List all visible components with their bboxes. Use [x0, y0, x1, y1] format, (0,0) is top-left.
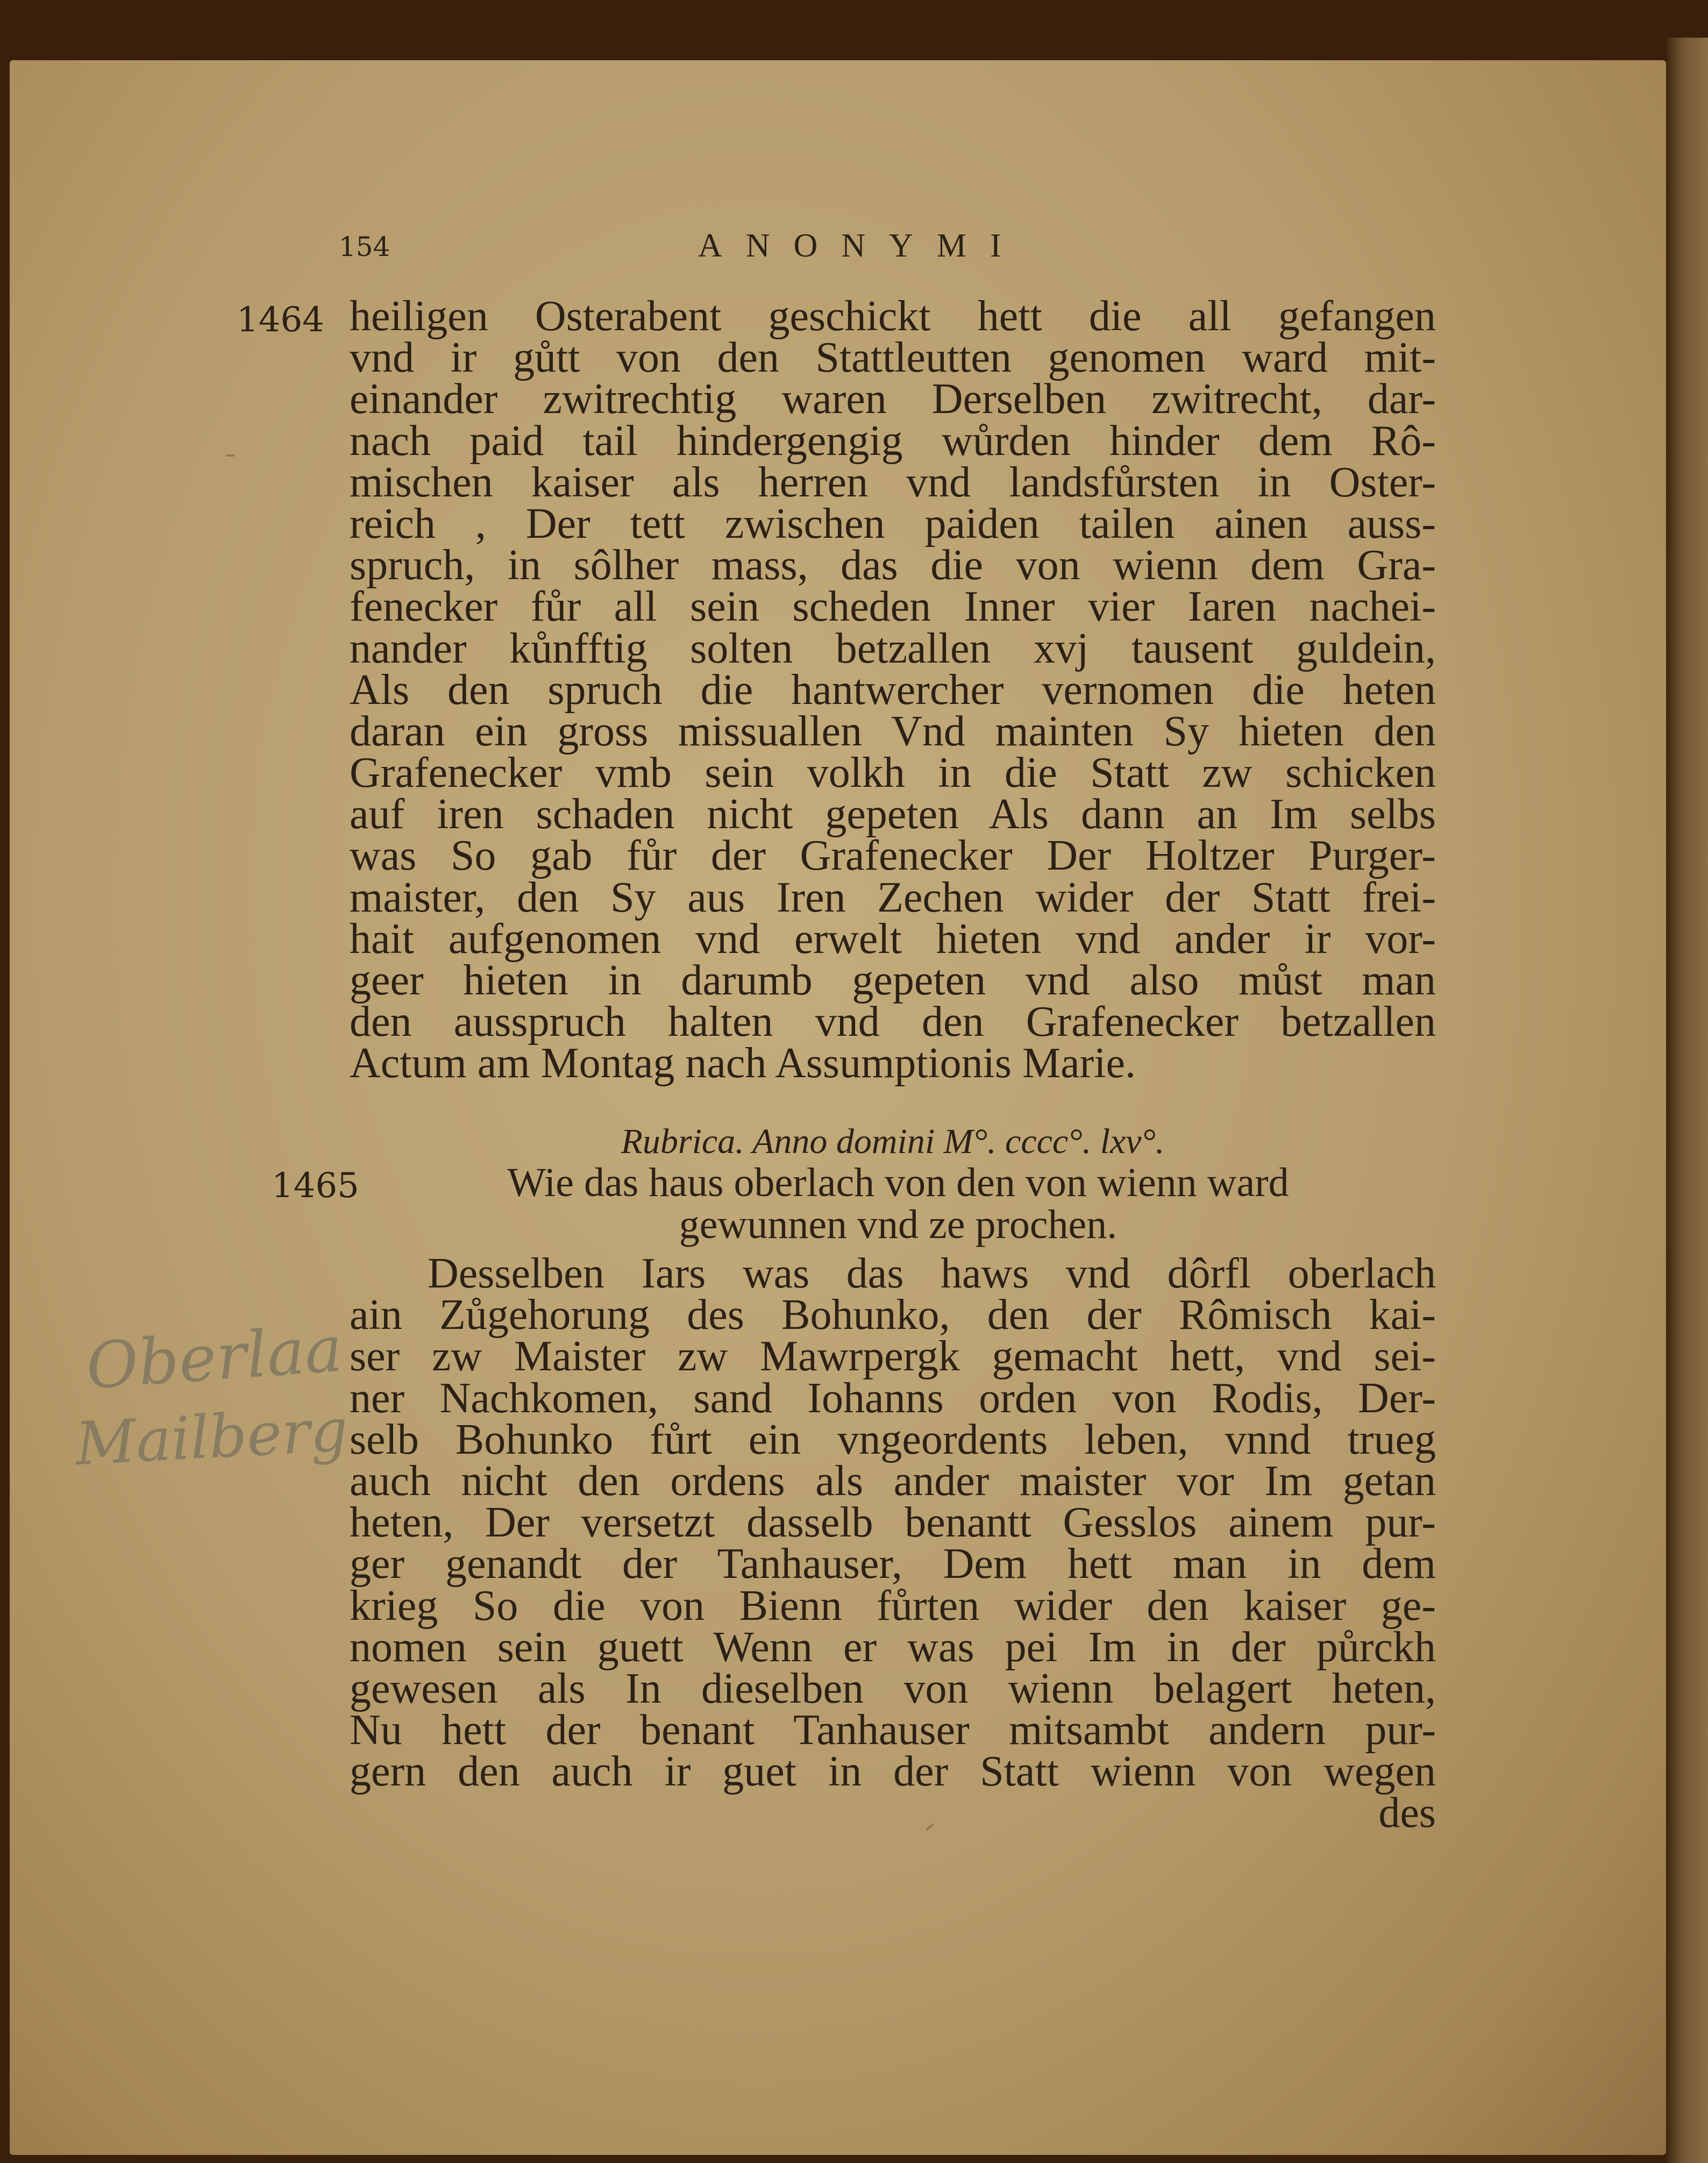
text-line: Nu hett der benant Tanhauser mitsambt andern pur-: [350, 1706, 1436, 1754]
heading-line: Wie das haus oberlach von den von wienn ward: [507, 1160, 1289, 1205]
section1-text: [350, 293, 1436, 1087]
text-line: auch nicht den ordens als ander maister vor Im getan: [350, 1457, 1436, 1505]
text-line: ain Zůgehorung des Bohunko, den der Rômisch kai-: [350, 1291, 1436, 1339]
text-line: daran ein gross missuallen Vnd mainten Sy hieten den: [350, 707, 1436, 755]
text-line: fenecker fůr all sein scheden Inner vier Iaren nachei-: [350, 583, 1436, 631]
text-line: spruch, in sôlher mass, das die von wienn dem Gra-: [350, 542, 1436, 589]
text-line: hait aufgenomen vnd erwelt hieten vnd ander ir vor-: [350, 915, 1436, 963]
text-line: Grafenecker vmb sein volkh in die Statt zw schicken: [350, 749, 1436, 797]
text-line: gern den auch ir guet in der Statt wienn von wegen: [350, 1748, 1436, 1796]
ink-speck: [226, 454, 234, 457]
text-line: Actum am Montag nach Assumptionis Marie.: [350, 1040, 1136, 1087]
margin-year-1465: 1465: [272, 1166, 359, 1206]
text-line: mischen kaiser als herren vnd landsfůrsten in Oster-: [350, 458, 1436, 506]
heading-line: gewunnen vnd ze prochen.: [679, 1202, 1118, 1247]
text-line: nomen sein guett Wenn er was pei Im in der půrckh: [350, 1623, 1436, 1671]
text-line: geer hieten in darumb gepeten vnd also můst man: [350, 957, 1436, 1004]
text-line: reich , Der tett zwischen paiden tailen ainen auss-: [350, 500, 1436, 547]
text-line: was So gab fůr der Grafenecker Der Holtzer Purger-: [350, 832, 1436, 880]
section2-text: [350, 1250, 1436, 1837]
text-line: auf iren schaden nicht gepeten Als dann an Im selbs: [350, 791, 1436, 838]
text-line: Als den spruch die hantwercher vernomen die heten: [350, 666, 1436, 714]
running-head: [339, 227, 1436, 274]
text-line: Desselben Iars was das haws vnd dôrfl oberlach: [428, 1250, 1436, 1297]
text-line: selb Bohunko fůrt ein vngeordents leben, vnnd trueg: [350, 1415, 1436, 1463]
text-line: heten, Der versetzt dasselb benantt Gesslos ainem pur-: [350, 1499, 1436, 1547]
page-number: 154: [339, 231, 390, 262]
text-line: den ausspruch halten vnd den Grafenecker betzallen: [350, 998, 1436, 1046]
text-line: einander zwitrechtig waren Derselben zwitrecht, dar-: [350, 375, 1436, 423]
facing-page-edge: [1666, 38, 1708, 2163]
text-line: ner Nachkomen, sand Iohanns orden von Rodis, Der-: [350, 1374, 1436, 1422]
text-line: nander kůnfftig solten betzallen xvj tausent guldein,: [350, 624, 1436, 672]
chapter-heading: [387, 1162, 1409, 1246]
text-line: krieg So die von Bienn fůrten wider den kaiser ge-: [350, 1582, 1436, 1630]
text-line: maister, den Sy aus Iren Zechen wider der Statt frei-: [350, 873, 1436, 921]
pencil-note-mailberg: Mailberg: [73, 1395, 350, 1479]
text-line: ser zw Maister zw Mawrpergk gemacht hett, vnd sei-: [350, 1333, 1436, 1381]
margin-year-1464: 1464: [237, 300, 324, 340]
text-line: heiligen Osterabent geschickt hett die all gefangen: [350, 293, 1436, 340]
rubric-line: Rubrica. Anno domini M°. cccc°. lxv°.: [621, 1122, 1165, 1161]
text-line: nach paid tail hindergengig wůrden hinder dem Rô-: [350, 417, 1436, 465]
pencil-note-oberlaa: Oberlaa: [83, 1311, 345, 1404]
catchword: des: [1378, 1789, 1436, 1837]
text-line: ger genandt der Tanhauser, Dem hett man in dem: [350, 1540, 1436, 1588]
text-line: vnd ir gůtt von den Stattleutten genomen ward mit-: [350, 334, 1436, 382]
text-line: gewesen als In dieselben von wienn belagert heten,: [350, 1664, 1436, 1712]
header-title: ANONYMI: [698, 227, 1025, 264]
